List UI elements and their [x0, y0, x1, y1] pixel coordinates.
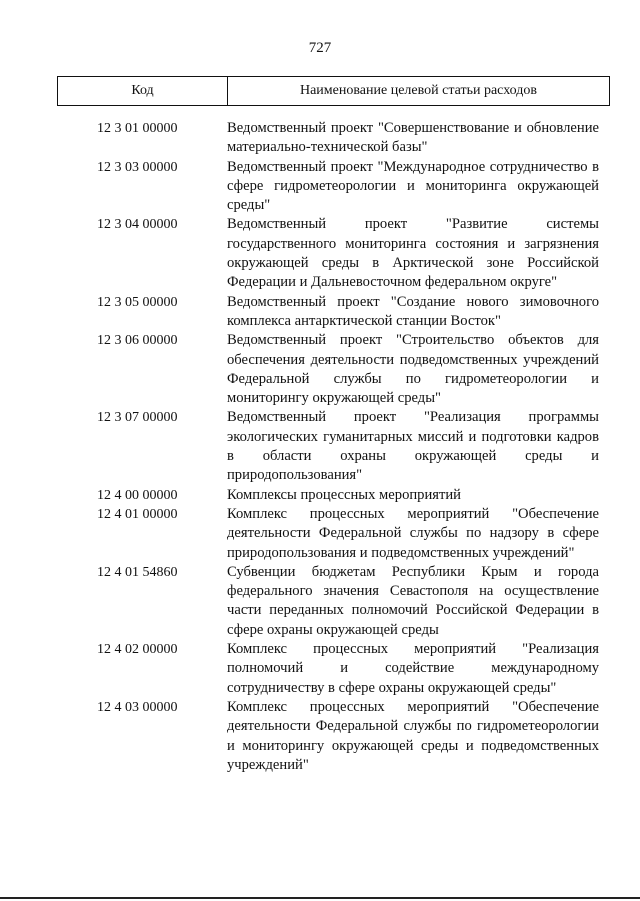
table-row [57, 640, 610, 698]
table-row [57, 408, 610, 485]
table-row [57, 215, 610, 292]
page-number: 727 [308, 40, 332, 56]
row-code: 12 4 02 00000 [97, 642, 178, 658]
row-code: 12 3 06 00000 [97, 333, 178, 349]
row-description: Комплекс процессных мероприятий "Обеспечение деятельности Федеральной службы по гидрометеорологии и мониторингу окружающей среды и подведомственных учреждений" [227, 698, 599, 773]
table-header [57, 76, 610, 106]
row-code: 12 3 01 00000 [97, 121, 178, 136]
row-description: Ведомственный проект "Строительство объектов для обеспечения деятельности подведомственных учреждений Федеральной службы по гидрометеорологии и мониторингу окружающей среды" [227, 332, 599, 407]
row-description: Ведомственный проект "Реализация программы экологических гуманитарных миссий и подготовки кадров в области охраны окружающей среды и природопользования" [227, 409, 599, 484]
table-row [57, 486, 610, 505]
row-code: 12 3 05 00000 [97, 294, 178, 310]
table-row [57, 331, 610, 408]
table-body [57, 119, 610, 775]
row-description: Субвенции бюджетам Республики Крым и города федерального значения Севастополя на осуществление части переданных полномочий Российской Федерации в сфере охраны окружающей среды [227, 563, 599, 638]
row-description: Комплексы процессных мероприятий [227, 486, 461, 503]
row-description: Ведомственный проект "Совершенствование и обновление материально-технической базы" [227, 120, 599, 156]
row-description: Комплекс процессных мероприятий "Обеспечение деятельности Федеральной службы по надзору в сфере природопользования и подведомственных учреждений" [227, 505, 599, 561]
row-code: 12 3 07 00000 [97, 410, 178, 426]
row-code: 12 3 04 00000 [97, 217, 178, 233]
table-row [57, 119, 610, 158]
row-code: 12 4 03 00000 [97, 699, 178, 715]
row-code: 12 3 03 00000 [97, 159, 178, 175]
row-description: Комплекс процессных мероприятий "Реализация полномочий и содействие международному сотрудничеству в сфере охраны окружающей среды" [227, 641, 599, 696]
table-row [57, 563, 610, 640]
header-code-label: Код [58, 77, 228, 105]
header-name-label: Наименование целевой статьи расходов [299, 83, 538, 98]
table-row [57, 698, 610, 775]
table-row [57, 293, 610, 332]
row-description: Ведомственный проект "Международное сотрудничество в сфере гидрометеорологии и мониторинга окружающей среды" [227, 158, 599, 214]
table-row [57, 505, 610, 563]
table-row [57, 158, 610, 216]
row-description: Ведомственный проект "Развитие системы государственного мониторинга состояния и загрязнения окружающей среды в Арктической зоне Российской Федерации и Дальневосточном федеральном округе" [227, 216, 599, 291]
row-description: Ведомственный проект "Создание нового зимовочного комплекса антарктической станции Восток" [227, 293, 599, 329]
row-code: 12 4 01 00000 [97, 506, 178, 522]
scan-bottom-edge [0, 897, 640, 899]
row-code: 12 4 01 54860 [97, 564, 178, 580]
row-code: 12 4 00 00000 [97, 487, 178, 503]
